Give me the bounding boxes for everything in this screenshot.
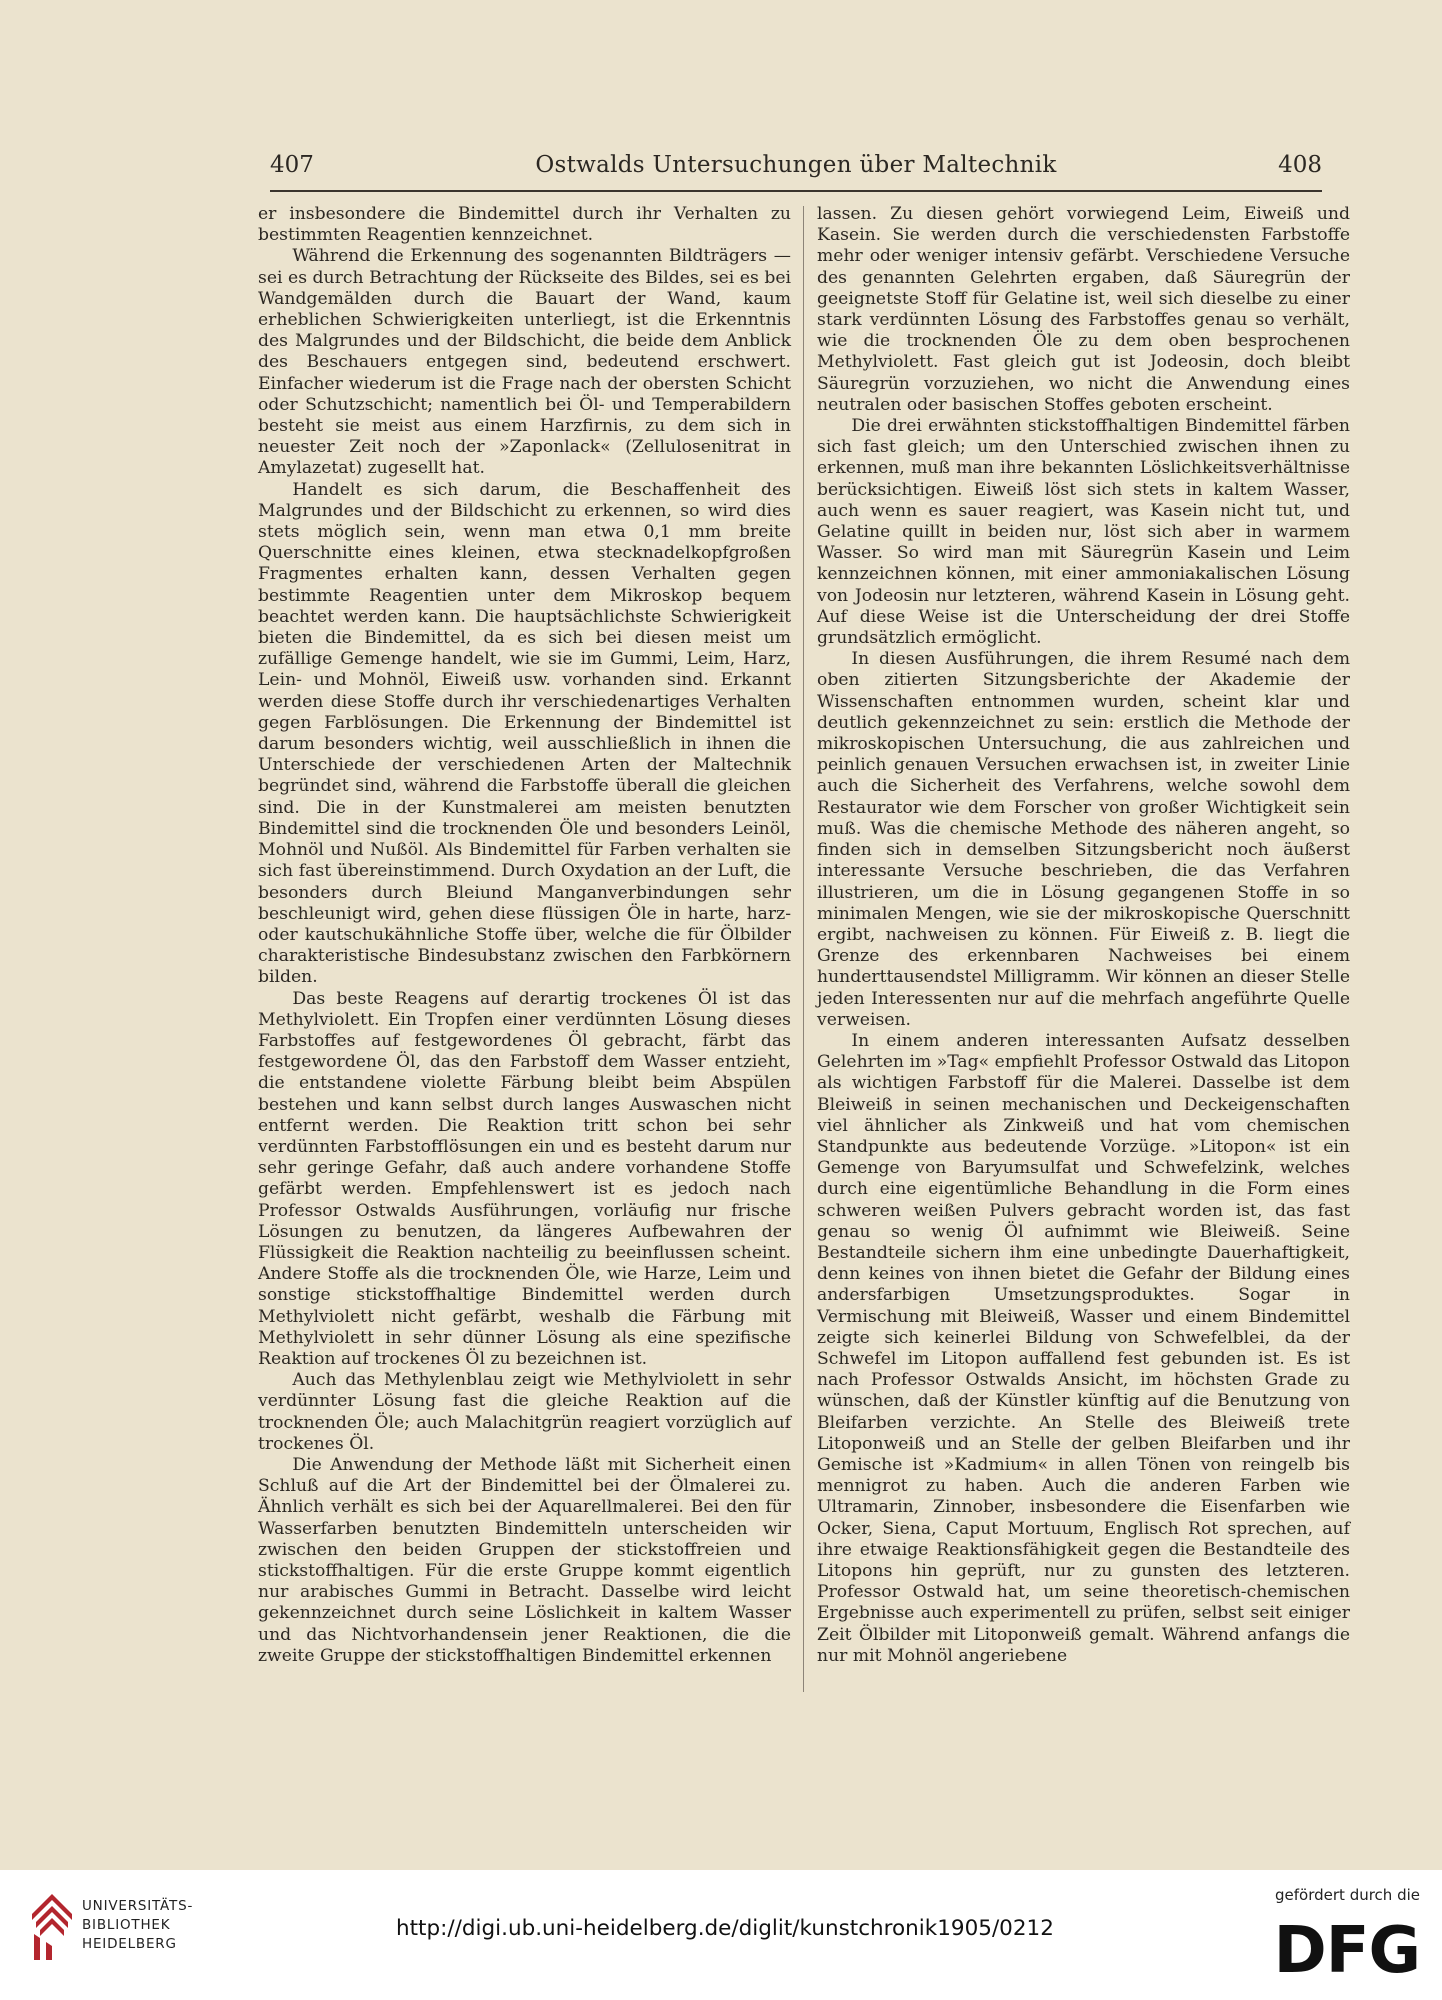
paragraph: Während die Erkennung des sogenannten Bildträgers — sei es durch Betrachtung der Rückseite des Bildes, sei es bei Wandgemälden durch die Bauart der Wand, kaum erheblichen Schwierigkeiten unterliegt, ist die Erkenntnis des Malgrundes und der Bildschicht, die beide dem Anblick des Beschauers entgegen sind, bedeutend erschwert. Einfacher wiederum ist die Frage nach der obersten Schicht oder Schutzschicht; namentlich bei Öl- und Temperabildern besteht sie meist aus einem Harzfirnis, zu dem sich in neuester Zeit noch der »Zaponlack« (Zellulosenitrat in Amylazetat) zugesellt hat. bbox=[258, 246, 791, 479]
paragraph: er insbesondere die Bindemittel durch ihr Verhalten zu bestimmten Reagentien kennzeichnet. bbox=[258, 204, 791, 246]
dfg-wordmark: DFG bbox=[1273, 1914, 1420, 1988]
library-name-line3: HEIDELBERG bbox=[82, 1936, 177, 1952]
dfg-logo[interactable] bbox=[1265, 1886, 1420, 1991]
running-title: Ostwalds Untersuchungen über Maltechnik bbox=[535, 152, 1057, 178]
digitization-footer bbox=[0, 1870, 1442, 2000]
text-column-right bbox=[817, 204, 1350, 1667]
paragraph: lassen. Zu diesen gehört vorwiegend Leim, Eiweiß und Kasein. Sie werden durch die verschiedensten Farbstoffe mehr oder weniger intensiv gefärbt. Verschiedene Versuche des genannten Gelehrten ergaben, daß Säuregrün der geeignetste Stoff für Gelatine ist, weil sich dieselbe zu einer stark verdünnten Lösung des Farbstoffes genau so verhält, wie die trocknenden Öle zu dem oben besprochenen Methylviolett. Fast gleich gut ist Jodeosin, doch bleibt Säuregrün vorzuziehen, wo nicht die Anwendung eines neutralen oder basischen Stoffes geboten erscheint. bbox=[817, 204, 1350, 415]
paragraph: Auch das Methylenblau zeigt wie Methylviolett in sehr verdünnter Lösung fast die gleiche Reaktion auf die trocknenden Öle; auch Malachitgrün reagiert vorzüglich auf trockenes Öl. bbox=[258, 1370, 791, 1454]
page-number-left: 407 bbox=[270, 152, 314, 178]
column-separator bbox=[803, 206, 804, 1692]
sponsored-by-text: gefördert durch die bbox=[1275, 1886, 1420, 1904]
paragraph: Die Anwendung der Methode läßt mit Sicherheit einen Schluß auf die Art der Bindemittel bei der Ölmalerei zu. Ähnlich verhält es sich bei der Aquarellmalerei. Bei den für Wasserfarben benutzten Bindemitteln unterscheiden wir zwischen den beiden Gruppen der stickstoffreien und stickstoffhaltigen. Für die erste Gruppe kommt eigentlich nur arabisches Gummi in Betracht. Dasselbe wird leicht gekennzeichnet durch seine Löslichkeit in kaltem Wasser und das Nichtvorhandensein jener Reaktionen, die die zweite Gruppe der stickstoffhaltigen Bindemittel erkennen bbox=[258, 1454, 791, 1666]
paragraph: Handelt es sich darum, die Beschaffenheit des Malgrundes und der Bildschicht zu erkennen, so wird dies stets möglich sein, wenn man etwa 0,1 mm breite Querschnitte eines kleinen, etwa stecknadelkopfgroßen Fragmentes erhalten kann, dessen Verhalten gegen bestimmte Reagentien unter dem Mikroskop bequem beachtet werden kann. Die hauptsächlichste Schwierigkeit bieten die Bindemittel, da es sich bei diesen meist um zufällige Gemenge handelt, wie sie im Gummi, Leim, Harz, Lein- und Mohnöl, Eiweiß usw. vorhanden sind. Erkannt werden diese Stoffe durch ihr verschiedenartiges Verhalten gegen Farblösungen. Die Erkennung der Bindemittel ist darum besonders wichtig, weil ausschließlich in ihnen die Unterschiede der verschiedenen Arten der Maltechnik begründet sind, während die Farbstoffe überall die gleichen sind. Die in der Kunstmalerei am meisten benutzten Bindemittel sind die trocknenden Öle und besonders Leinöl, Mohnöl und Nußöl. Als Bindemittel für Farben verhalten sie sich fast übereinstimmend. Durch Oxydation an der Luft, die besonders durch Bleiund Manganverbindungen sehr beschleunigt wird, gehen diese flüssigen Öle in harte, harz- oder kautschukähnliche Stoffe über, welche die für Ölbilder charakteristische Bindesubstanz zwischen den Farbkörnern bilden. bbox=[258, 479, 791, 988]
running-header bbox=[270, 152, 1322, 182]
library-logo[interactable] bbox=[28, 1890, 203, 1970]
paragraph: Die drei erwähnten stickstoffhaltigen Bindemittel färben sich fast gleich; um den Unterschied zwischen ihnen zu erkennen, muß man ihre bekannten Löslichkeitsverhältnisse berücksichtigen. Eiweiß löst sich stets in kaltem Wasser, auch wenn es sauer reagiert, was Kasein nicht tut, und Gelatine quillt in beiden nur, löst sich aber in warmem Wasser. So wird man mit Säuregrün Kasein und Leim kennzeichnen können, mit einer ammoniakalischen Lösung von Jodeosin nur letzteren, während Kasein in Lösung geht. Auf diese Weise ist die Unterscheidung der drei Stoffe grundsätzlich ermöglicht. bbox=[817, 416, 1350, 649]
permalink-url[interactable]: http://digi.ub.uni-heidelberg.de/diglit/kunstchronik1905/0212 bbox=[396, 1916, 1054, 1941]
paragraph: Das beste Reagens auf derartig trockenes Öl ist das Methylviolett. Ein Tropfen einer verdünnten Lösung dieses Farbstoffes auf festgewordenes Öl gebracht, färbt das festgewordene Öl, das den Farbstoff dem Wasser entzieht, die entstandene violette Färbung bleibt beim Abspülen bestehen und kann selbst durch langes Auswaschen nicht entfernt werden. Die Reaktion tritt schon bei sehr verdünnten Farbstofflösungen ein und es besteht darum nur sehr geringe Gefahr, daß auch andere vorhandene Stoffe gefärbt werden. Empfehlenswert ist es jedoch nach Professor Ostwalds Ausführungen, vorläufig nur frische Lösungen zu benutzen, da längeres Aufbewahren der Flüssigkeit die Reaktion nachteilig zu beeinflussen scheint. Andere Stoffe als die trocknenden Öle, wie Harze, Leim und sonstige stickstoffhaltige Bindemittel werden durch Methylviolett nicht gefärbt, weshalb die Färbung mit Methylviolett in sehr dünner Lösung als eine spezifische Reaktion auf trockenes Öl zu bezeichnen ist. bbox=[258, 988, 791, 1369]
page-number-right: 408 bbox=[1278, 152, 1322, 178]
header-rule bbox=[270, 190, 1322, 192]
library-name-line2: BIBLIOTHEK bbox=[82, 1917, 171, 1933]
paragraph: In diesen Ausführungen, die ihrem Resumé nach dem oben zitierten Sitzungsberichte der Akademie der Wissenschaften entnommen wurden, scheint klar und deutlich gekennzeichnet zu sein: erstlich die Methode der mikroskopischen Untersuchung, die aus zahlreichen und peinlich genauen Versuchen erwachsen ist, in zweiter Linie auch die Sicherheit des Verfahrens, welche sowohl dem Restaurator wie dem Forscher von großer Wichtigkeit sein muß. Was die chemische Methode des näheren angeht, so finden sich in demselben Sitzungsbericht noch äußerst interessante Versuche beschrieben, die das Verfahren illustrieren, um die in Lösung gegangenen Stoffe in so minimalen Mengen, wie sie der mikroskopische Querschnitt ergibt, nachweisen zu können. Für Eiweiß z. B. liegt die Grenze des erkennbaren Nachweises bei einem hunderttausendstel Milligramm. Wir können an dieser Stelle jeden Interessenten nur auf die mehrfach angeführte Quelle verweisen. bbox=[817, 649, 1350, 1030]
ub-heidelberg-logo-icon bbox=[28, 1890, 76, 1962]
library-name-line1: UNIVERSITÄTS- bbox=[82, 1898, 194, 1914]
paragraph: In einem anderen interessanten Aufsatz desselben Gelehrten im »Tag« empfiehlt Professor Ostwald das Litopon als wichtigen Farbstoff für die Malerei. Dasselbe ist dem Bleiweiß in seinen mechanischen und Deckeigenschaften viel ähnlicher als Zinkweiß und hat vom chemischen Standpunkte aus bedeutende Vorzüge. »Litopon« ist ein Gemenge von Baryumsulfat und Schwefelzink, welches durch eine eigentümliche Behandlung in die Form eines schweren weißen Pulvers gebracht worden ist, das fast genau so wenig Öl aufnimmt wie Bleiweiß. Seine Bestandteile sichern ihm eine unbedingte Dauerhaftigkeit, denn keines von ihnen bietet die Gefahr der Bildung eines andersfarbigen Umsetzungsproduktes. Sogar in Vermischung mit Bleiweiß, Wasser und einem Bindemittel zeigte sich keinerlei Bildung von Schwefelblei, da der Schwefel im Litopon auffallend fest gebunden ist. Es ist nach Professor Ostwalds Ansicht, im höchsten Grade zu wünschen, daß der Künstler künftig auf die Benutzung von Bleifarben verzichte. An Stelle des Bleiweiß trete Litoponweiß und an Stelle der gelben Bleifarben und ihr Gemische ist »Kadmium« in allen Tönen von reingelb bis mennigrot zu haben. Auch die anderen Farben wie Ultramarin, Zinnober, insbesondere die Eisenfarben wie Ocker, Siena, Caput Mortuum, Englisch Rot sprechen, auf ihre etwaige Reaktionsfähigkeit gegen die Bestandteile des Litopons hin geprüft, nur zu gunsten des letzteren. Professor Ostwald hat, um seine theoretisch-chemischen Ergebnisse auch experimentell zu prüfen, selbst seit einiger Zeit Ölbilder mit Litoponweiß gemalt. Während anfangs die nur mit Mohnöl angeriebene bbox=[817, 1030, 1350, 1666]
text-column-left bbox=[258, 204, 791, 1667]
